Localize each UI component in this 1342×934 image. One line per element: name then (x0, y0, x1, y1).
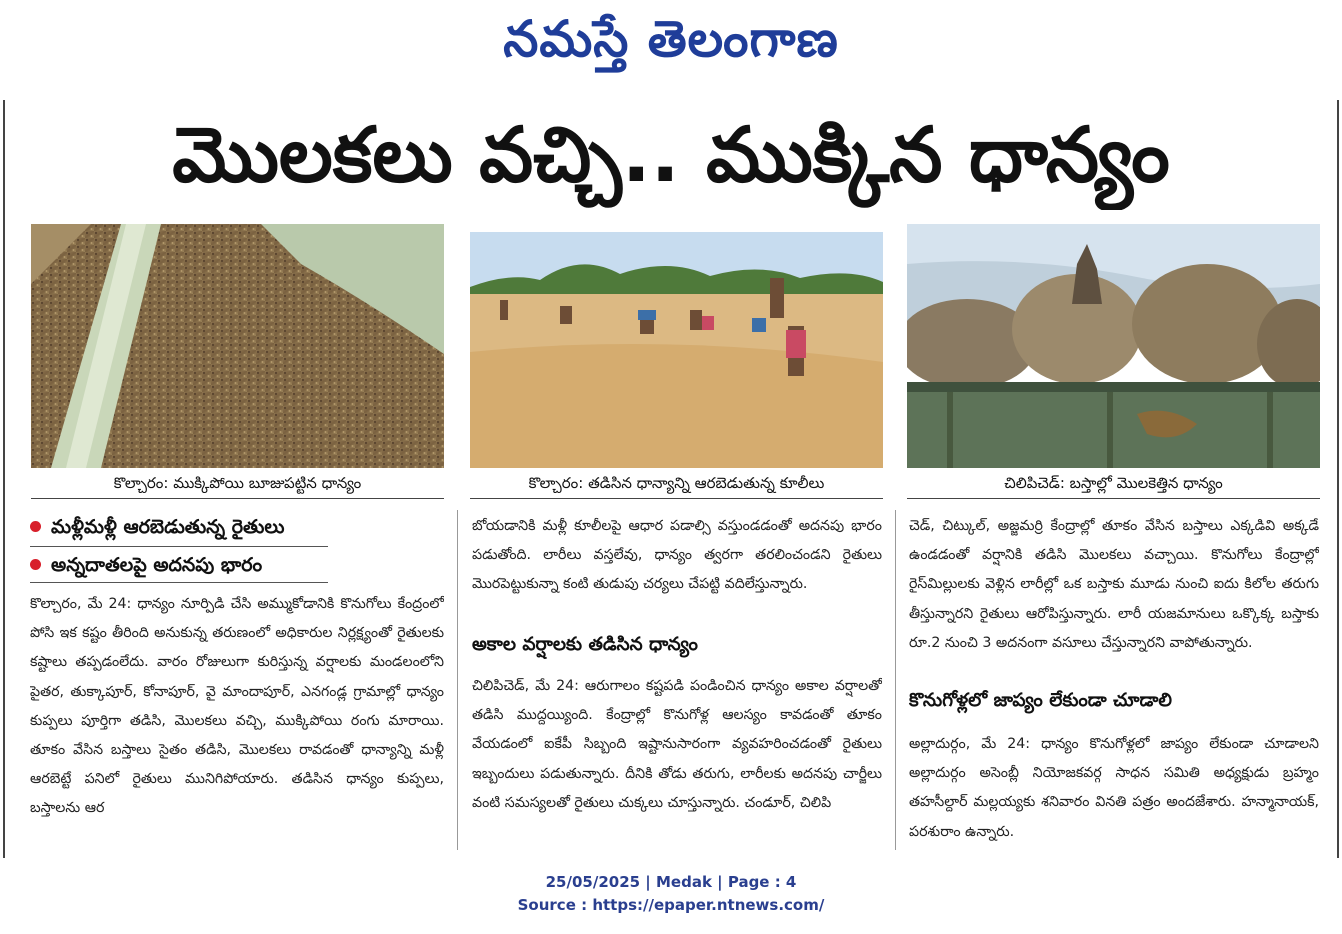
column3-body-top: చెడ్, చిట్కుల్, అజ్జమర్రి కేంద్రాల్లో తూకం వేసిన బస్తాలు ఎక్కడివి అక్కడే ఉండడంతో వర్షానికి తడిసి మొలకలు వచ్చాయి. కొనుగోలు కేంద్రాల్లో రైస్‌మిల్లులకు వెళ్లిన లారీల్లో ఒక బస్తాకు మూడు నుంచి ఐదు కిలోల తరుగు తీస్తున్నారని రైతులు ఆరోపిస్తున్నారు. లారీ యజమానులు ఒక్కొక్క బస్తాకు రూ.2 నుంచి 3 అదనంగా వసూలు చేస్తున్నారని వాపోతున్నారు. (909, 518, 1319, 651)
column2-body-bottom: చిలిపిచెడ్, మే 24: ఆరుగాలం కష్టపడి పండించిన ధాన్యం అకాల వర్షాలతో తడిసి ముద్దయ్యింది. కేంద్రాల్లో కొనుగోళ్ల ఆలస్యం కావడంతో తూకం వేయడంలో ఐకేపీ సిబ్బంది ఇష్టానుసారంగా వ్యవహరించడంతో రైతులు ఇబ్బందులు పడుతున్నారు. దీనికి తోడు తరుగు, లారీలకు అదనపు చార్జీలు వంటి సమస్యలతో రైతులు చుక్కలు చూస్తున్నారు. చండూర్, చిలిపి (472, 678, 882, 811)
column2-section-title: అకాల వర్షాలకు తడిసిన ధాన్యం (472, 634, 698, 655)
photo-sprouted-bags (907, 224, 1320, 468)
photo-mouldy-grain (31, 224, 444, 468)
caption-divider-3 (907, 498, 1320, 499)
bullet-dot-icon (30, 559, 41, 570)
frame-border-left (3, 100, 5, 858)
column1-body: కొల్చారం, మే 24: ధాన్యం నూర్పిడి చేసి అమ్ముకోడానికి కొనుగోలు కేంద్రంలో పోసి ఇక కష్టం తీరింది అనుకున్న తరుణంలో అధికారుల నిర్లక్ష్యంతో రైతులకు కష్టాలు తప్పడంలేదు. వారం రోజులుగా కురిస్తున్న వర్షాలకు మండలంలోని పైతర, తుక్కాపూర్, కోనాపూర్, వై మాందాపూర్, ఎనగండ్ల గ్రామాల్లో ధాన్యం కుప్పలు పూర్తిగా తడిసి, మొలకలు వచ్చి, ముక్కిపోయి రంగు మారాయి. తూకం వేసిన బస్తాలు సైతం తడిసి, మొలకలు రావడంతో ధాన్యాన్ని మళ్లీ ఆరబెట్టే పనిలో రైతులు మునిగిపోయారు. తడిసిన ధాన్యం కుప్పలు, బస్తాలను ఆర (30, 596, 444, 817)
subhead-divider-1 (30, 546, 328, 547)
photo-caption-3: చిలిపిచెడ్: బస్తాల్లో మొలకెత్తిన ధాన్యం (1004, 474, 1223, 492)
column-divider-1 (457, 510, 458, 850)
photo-caption-1: కొల్చారం: ముక్కిపోయి బూజుపట్టిన ధాన్యం (113, 474, 362, 492)
subhead-first (30, 512, 284, 542)
caption-divider-1 (31, 498, 444, 499)
photo-labourers-drying (470, 232, 883, 468)
column3-section-title: కొనుగోళ్లలో జాప్యం లేకుండా చూడాలి (909, 690, 1172, 711)
column3-body-bottom: అల్లాదుర్గం, మే 24: ధాన్యం కొనుగోళ్లలో జాప్యం లేకుండా చూడాలని అల్లాదుర్గం అసెంబ్లీ నియోజకవర్గ సాధన సమితి అధ్యక్షుడు బ్రహ్మం తహసీల్దార్ మల్లయ్యకు శనివారం వినతి పత్రం అందజేశారు. హన్మానాయక్, పరశురాం ఉన్నారు. (909, 736, 1319, 840)
subhead-second (30, 550, 262, 580)
footer-date-edition: 25/05/2025 | Medak | Page : 4 (545, 873, 797, 891)
subhead-second-text: అన్నదాతలపై అదనపు భారం (51, 554, 263, 576)
masthead-logo: నమస్తే తెలంగాణ (503, 9, 839, 68)
frame-border-right (1337, 100, 1339, 858)
subhead-divider-2 (30, 582, 328, 583)
column2-body-top: బోయడానికి మళ్లీ కూలీలపై ఆధార పడాల్సి వస్తుండడంతో అదనపు భారం పడుతోంది. లారీలు వస్తలేవు, ధాన్యం త్వరగా తరలించండని రైతులు మొరపెట్టుకున్నా కంటి తుడుపు చర్యలు చేపట్టి వదిలేస్తున్నారు. (472, 518, 882, 593)
photo-caption-2: కొల్చారం: తడిసిన ధాన్యాన్ని ఆరబెడుతున్న కూలీలు (528, 474, 825, 492)
column-divider-2 (895, 510, 896, 850)
bullet-dot-icon (30, 521, 41, 532)
subhead-first-text: మళ్లీమళ్లీ ఆరబెడుతున్న రైతులు (51, 516, 285, 538)
caption-divider-2 (470, 498, 883, 499)
headline: మొలకలు వచ్చి.. ముక్కిన ధాన్యం (172, 110, 1170, 199)
footer-source-link[interactable]: Source : https://epaper.ntnews.com/ (517, 896, 825, 914)
